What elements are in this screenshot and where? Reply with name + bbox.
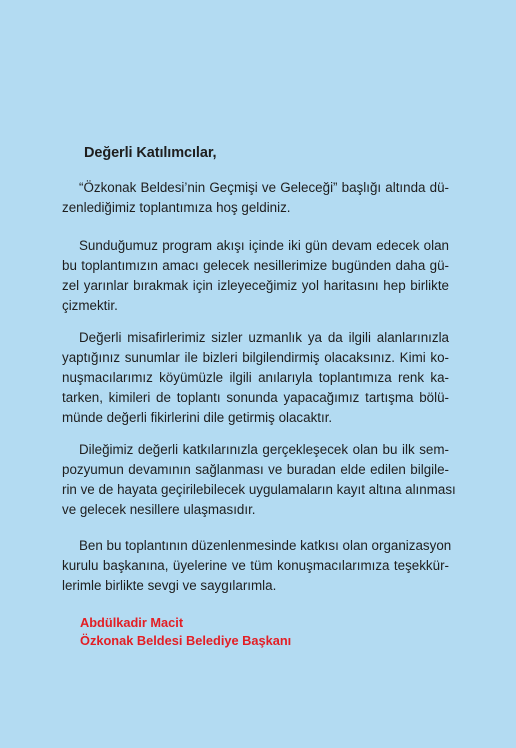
- paragraph-line: Sunduğumuz program akışı içinde iki gün devam edecek olan: [79, 238, 449, 253]
- signature-name: Abdülkadir Macit: [80, 615, 184, 630]
- paragraph-line: zenlediğimiz toplantımıza hoş geldiniz.: [62, 200, 291, 215]
- paragraph-line: “Özkonak Beldesi’nin Geçmişi ve Geleceği” başlığı altında dü-: [79, 180, 449, 195]
- paragraph-line: rin ve de hayata geçirilebilecek uygulamaların kayıt altına alınması: [62, 482, 456, 497]
- salutation: Değerli Katılımcılar,: [84, 145, 217, 161]
- paragraph-line: lerimle birlikte sevgi ve saygılarımla.: [62, 578, 277, 593]
- paragraph-purpose: [62, 236, 449, 316]
- paragraph-line: münde değerli fikirlerini dile getirmiş olacaktır.: [62, 410, 333, 425]
- paragraph-thanks: [62, 536, 452, 596]
- paragraph-line: zel yarınlar bırakmak için izleyeceğimiz yol haritasını hep birlikte: [62, 278, 449, 293]
- signature-block: [80, 614, 291, 650]
- paragraph-line: Ben bu toplantının düzenlenmesinde katkısı olan organizasyon: [79, 538, 452, 553]
- paragraph-wish: [62, 440, 456, 520]
- paragraph-line: Dileğimiz değerli katkılarınızla gerçekleşecek olan bu ilk sem-: [79, 442, 449, 457]
- signature-title: Özkonak Beldesi Belediye Başkanı: [80, 633, 292, 648]
- paragraph-line: Değerli misafirlerimiz sizler uzmanlık ya da ilgili alanlarınızla: [79, 330, 449, 345]
- paragraph-welcome: [62, 178, 449, 218]
- paragraph-line: kurulu başkanına, üyelerine ve tüm konuşmacılarımıza teşekkür-: [62, 558, 449, 573]
- paragraph-line: ve gelecek nesillere ulaşmasıdır.: [62, 502, 256, 517]
- paragraph-line: nuşmacılarımız köyümüzle ilgili anılarıyla toplantımıza renk ka-: [62, 370, 449, 385]
- paragraph-line: bu toplantımızın amacı gelecek nesillerimize bugünden daha gü-: [62, 258, 449, 273]
- paragraph-guests: [62, 328, 449, 428]
- paragraph-line: çizmektir.: [62, 298, 118, 313]
- paragraph-line: yaptığınız sunumlar ile bizleri bilgilendirmiş olacaksınız. Kimi ko-: [62, 350, 449, 365]
- paragraph-line: pozyumun devamının sağlanması ve buradan elde edilen bilgile-: [62, 462, 449, 477]
- paragraph-line: tarken, kimileri de toplantı sonunda yapacağımız tartışma bölü-: [62, 390, 449, 405]
